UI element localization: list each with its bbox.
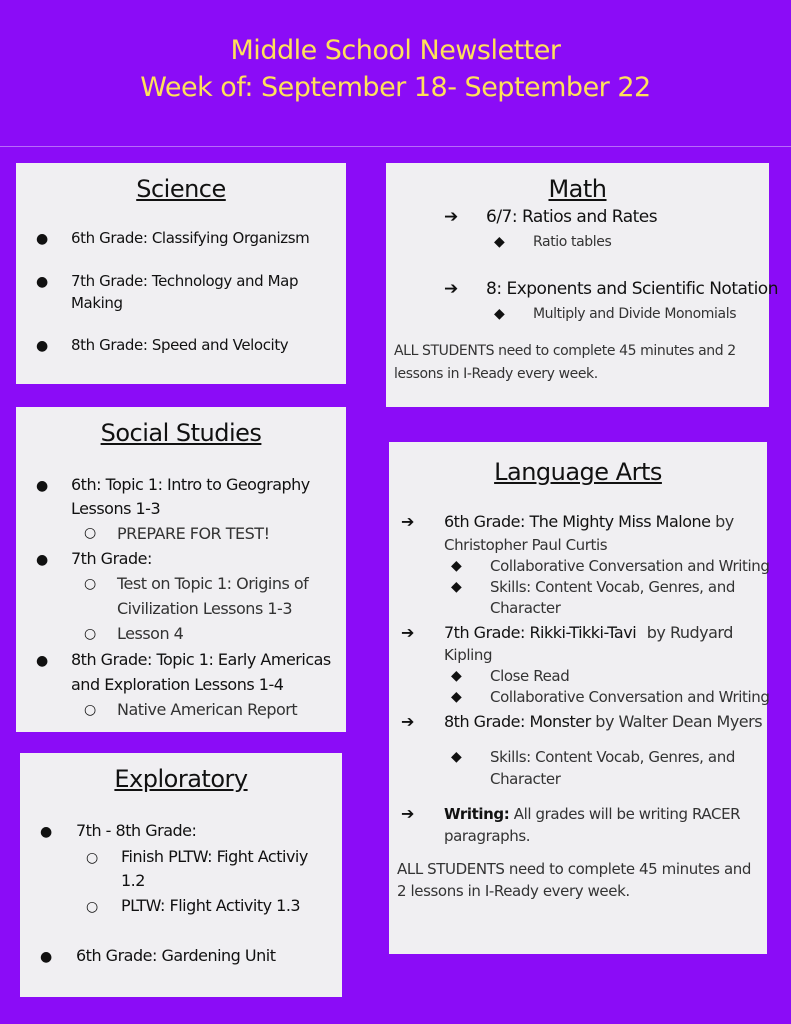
la-writing-text: paragraphs. [444,827,531,845]
la-grade-6-label: 6th Grade: The Mighty Miss Malone [444,512,711,531]
bullet-icon: ● [40,824,53,840]
newsletter-header [0,0,791,145]
social-subitem: Lesson 4 [117,624,184,643]
social-studies-title: Social Studies [100,419,262,447]
science-item: Making [71,294,123,312]
science-item: 8th Grade: Speed and Velocity [71,336,289,354]
la-skill: Character [490,599,561,617]
exploratory-subitem: 1.2 [121,871,145,890]
exploratory-card [20,753,342,997]
la-writing [444,805,740,823]
newsletter-week: Week of: September 18- September 22 [140,72,651,103]
circle-bullet-icon: ○ [86,850,98,866]
bullet-icon: ● [36,478,49,494]
science-item: 6th Grade: Classifying Organizsm [71,229,310,247]
bullet-icon: ● [36,231,49,247]
la-grade-6 [444,512,734,531]
la-note: 2 lessons in I-Ready every week. [397,882,630,900]
exploratory-item: 6th Grade: Gardening Unit [76,946,276,965]
bullet-icon: ● [36,552,49,568]
language-arts-title: Language Arts [494,458,662,486]
la-grade-8 [444,712,762,731]
math-topic-2: 8: Exponents and Scientific Notation [486,279,778,299]
la-grade-6-author: Christopher Paul Curtis [444,536,608,554]
la-skill: Skills: Content Vocab, Genres, and [490,748,735,766]
social-item: 7th Grade: [71,549,152,568]
diamond-icon: ◆ [451,668,462,684]
circle-bullet-icon: ○ [86,899,98,915]
social-item: Lessons 1-3 [71,499,161,518]
la-grade-8-label: 8th Grade: Monster [444,712,591,731]
la-writing-text: All grades will be writing RACER [513,805,741,823]
exploratory-item: 7th - 8th Grade: [76,821,197,840]
la-grade-7-label: 7th Grade: Rikki-Tikki-Tavi [444,623,637,642]
bullet-icon: ● [36,338,49,354]
math-topic-2-sub: Multiply and Divide Monomials [533,306,737,322]
math-title: Math [548,175,607,203]
arrow-icon: ➔ [401,623,414,642]
social-subitem: Civilization Lessons 1-3 [117,599,292,618]
arrow-icon: ➔ [444,207,458,227]
la-grade-7-author: Kipling [444,646,493,664]
la-skill: Collaborative Conversation and Writing [490,688,770,706]
la-skill: Close Read [490,667,570,685]
arrow-icon: ➔ [401,712,414,731]
math-topic-1: 6/7: Ratios and Rates [486,207,658,227]
math-note: ALL STUDENTS need to complete 45 minutes and 2 [394,343,736,359]
arrow-icon: ➔ [401,512,414,531]
social-subitem: PREPARE FOR TEST! [117,524,270,543]
exploratory-title: Exploratory [114,765,248,793]
la-skill: Collaborative Conversation and Writing [490,557,770,575]
circle-bullet-icon: ○ [84,702,96,718]
diamond-icon: ◆ [494,234,505,250]
science-card [16,163,346,384]
arrow-icon: ➔ [444,279,458,299]
social-item: and Exploration Lessons 1-4 [71,675,284,694]
bullet-icon: ● [40,949,53,965]
math-note: lessons in I-Ready every week. [394,366,598,382]
header-divider [0,146,791,147]
social-item: 8th Grade: Topic 1: Early Americas [71,650,331,669]
social-subitem: Test on Topic 1: Origins of [117,574,309,593]
diamond-icon: ◆ [494,306,505,322]
language-arts-card [389,442,770,954]
social-studies-card [16,407,346,732]
diamond-icon: ◆ [451,749,462,765]
exploratory-subitem: Finish PLTW: Fight Activiy [121,847,308,866]
circle-bullet-icon: ○ [84,576,96,592]
la-grade-8-by: by Walter Dean Myers [595,712,763,731]
la-grade-7-by: by Rudyard [646,623,733,642]
circle-bullet-icon: ○ [84,525,96,541]
la-writing-label: Writing: [444,805,510,823]
diamond-icon: ◆ [451,689,462,705]
la-skill: Character [490,770,561,788]
arrow-icon: ➔ [401,804,414,823]
social-subitem: Native American Report [117,700,298,719]
exploratory-subitem: PLTW: Flight Activity 1.3 [121,896,301,915]
math-topic-1-sub: Ratio tables [533,234,612,250]
la-note: ALL STUDENTS need to complete 45 minutes and [397,860,751,878]
bullet-icon: ● [36,274,49,290]
diamond-icon: ◆ [451,579,462,595]
la-grade-6-by: by [715,512,734,531]
la-skill: Skills: Content Vocab, Genres, and [490,578,735,596]
science-item: 7th Grade: Technology and Map [71,272,299,290]
science-title: Science [136,175,226,203]
math-card [386,163,778,407]
newsletter-title: Middle School Newsletter [230,35,561,66]
circle-bullet-icon: ○ [84,626,96,642]
bullet-icon: ● [36,653,49,669]
la-grade-7 [444,623,733,642]
diamond-icon: ◆ [451,558,462,574]
social-item: 6th: Topic 1: Intro to Geography [71,475,310,494]
